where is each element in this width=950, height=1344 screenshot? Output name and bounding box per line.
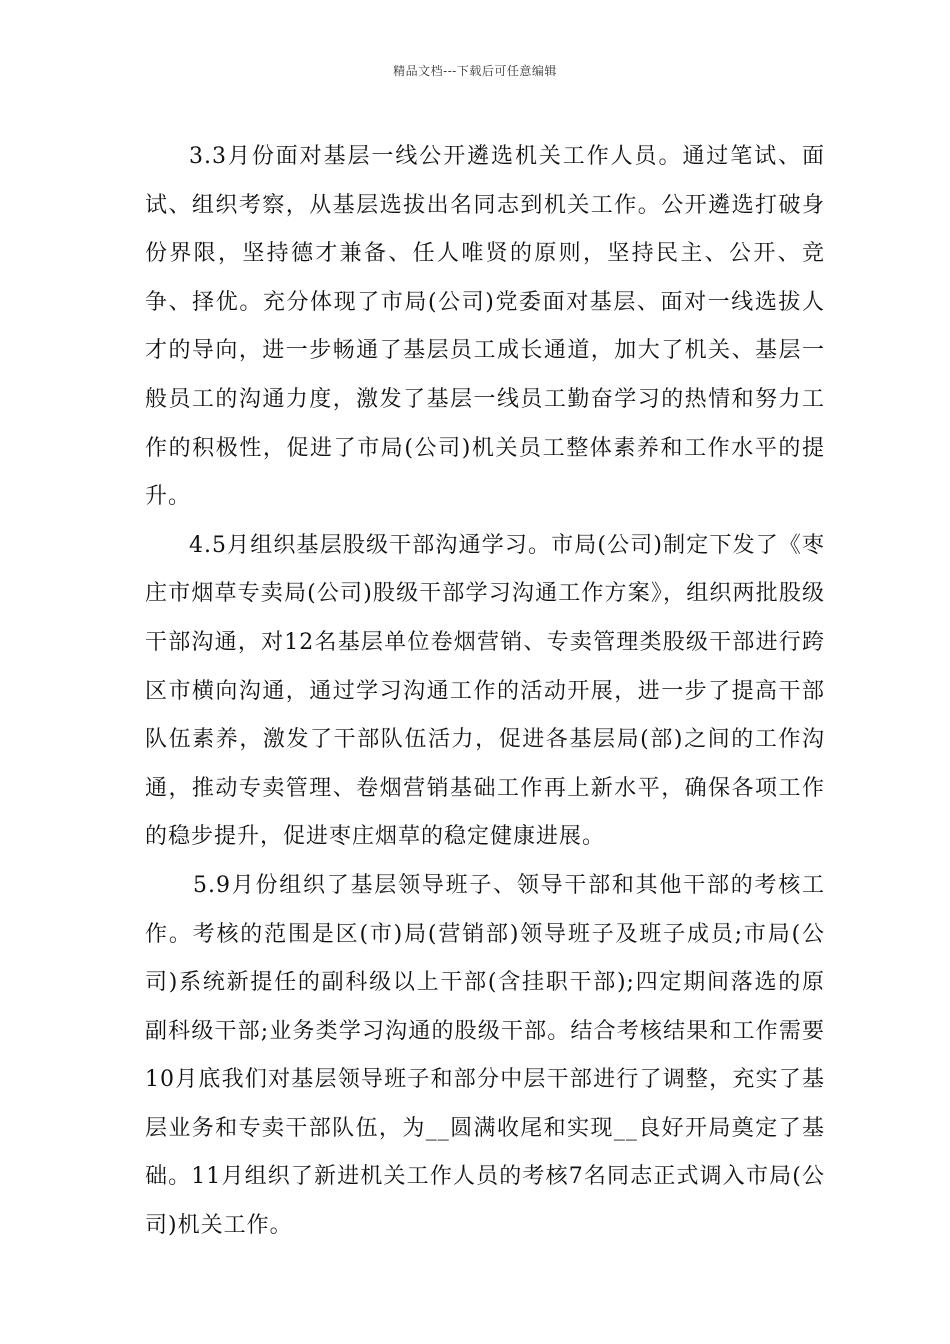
- document-body: [145, 133, 825, 1251]
- paragraph-item-5: 5.9月份组织了基层领导班子、领导干部和其他干部的考核工作。考核的范围是区(市)局(营销部)领导班子及班子成员;市局(公司)系统新提任的副科级以上干部(含挂职干部);四定期间落选的原副科级干部;业务类学习沟通的股级干部。结合考核结果和工作需要10月底我们对基层领导班子和部分中层干部进行了调整，充实了基层业务和专卖干部队伍，为__圆满收尾和实现__良好开局奠定了基础。11月组织了新进机关工作人员的考核7名同志正式调入市局(公司)机关工作。: [145, 872, 825, 1239]
- paragraph-item-3: 3.3月份面对基层一线公开遴选机关工作人员。通过笔试、面试、组织考察，从基层选拔出名同志到机关工作。公开遴选打破身份界限，坚持德才兼备、任人唯贤的原则，坚持民主、公开、竞争、择优。充分体现了市局(公司)党委面对基层、面对一线选拔人才的导向，进一步畅通了基层员工成长通道，加大了机关、基层一般员工的沟通力度，激发了基层一线员工勤奋学习的热情和努力工作的积极性，促进了市局(公司)机关员工整体素养和工作水平的提升。: [145, 144, 825, 510]
- page-header: 精品文档---下载后可任意编辑: [393, 64, 557, 78]
- paragraph-item-4: 4.5月组织基层股级干部沟通学习。市局(公司)制定下发了《枣庄市烟草专卖局(公司)股级干部学习沟通工作方案》，组织两批股级干部沟通，对12名基层单位卷烟营销、专卖管理类股级干部进行跨区市横向沟通，通过学习沟通工作的活动开展，进一步了提高干部队伍素养，激发了干部队伍活力，促进各基层局(部)之间的工作沟通，推动专卖管理、卷烟营销基础工作再上新水平，确保各项工作的稳步提升，促进枣庄烟草的稳定健康进展。: [145, 532, 825, 850]
